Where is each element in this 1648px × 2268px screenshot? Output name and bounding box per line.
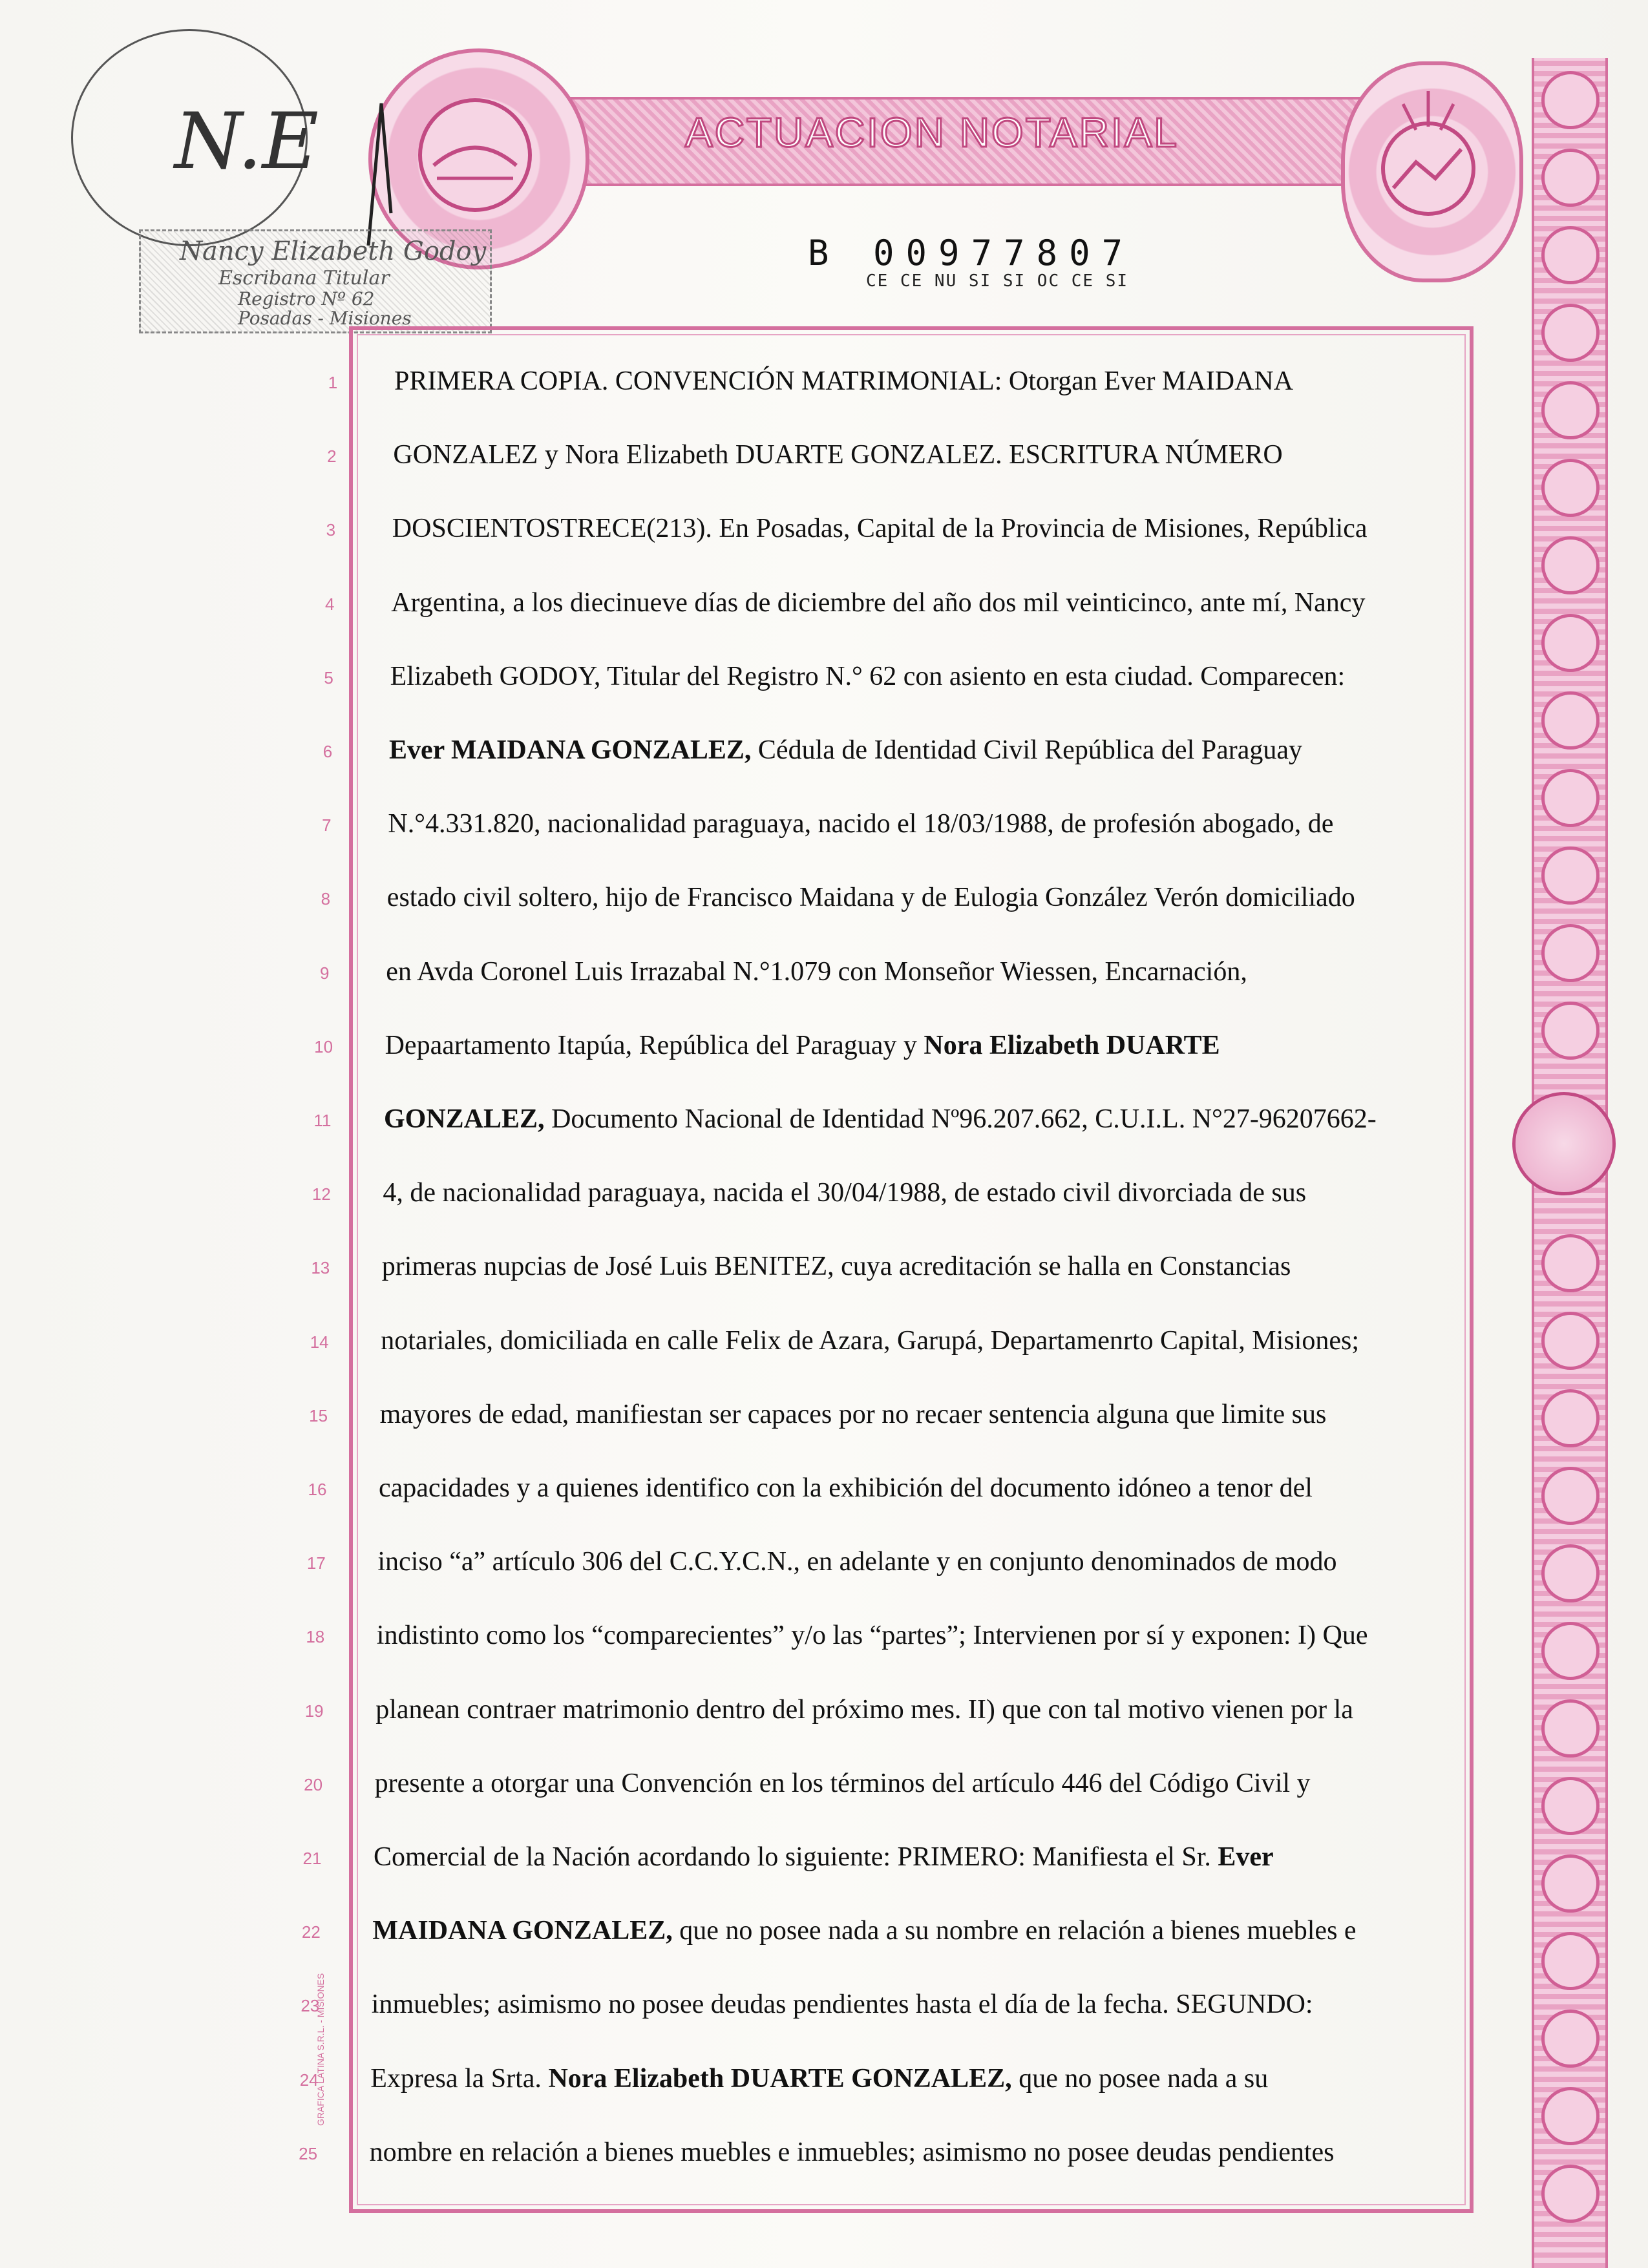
text-segment: DOSCIENTOSTRECE(213). En Posadas, Capital de la Provincia de Misiones, República [392, 514, 1368, 544]
signature-stroke [362, 97, 401, 252]
line-number: 7 [322, 815, 332, 835]
line-number: 15 [309, 1405, 328, 1425]
line-number: 14 [310, 1332, 329, 1352]
line-number: 16 [308, 1480, 327, 1499]
text-segment: inmuebles; asimismo no posee deudas pendientes hasta el día de la fecha. SEGUNDO: [371, 1990, 1313, 2020]
spiral-ornament-icon [1541, 304, 1600, 362]
stamp-city: Posadas - Misiones [238, 308, 412, 329]
spiral-ornament-icon [1541, 1622, 1600, 1680]
signature-initials: N.E [174, 97, 319, 187]
text-segment: 4, de nacionalidad paraguaya, nacida el 30/04/1988, de estado civil divorciada de sus [383, 1178, 1307, 1208]
stamp-name: Nancy Elizabeth Godoy [180, 236, 487, 266]
line-number: 4 [324, 594, 335, 614]
serial-letter: B [808, 233, 841, 273]
line-number: 17 [306, 1553, 326, 1573]
text-line [379, 1472, 1468, 1504]
line-number: 3 [326, 520, 336, 540]
line-number: 13 [311, 1258, 330, 1278]
spiral-ornament-icon [1541, 1002, 1600, 1060]
spiral-ornament-icon [1541, 1854, 1600, 1913]
text-segment: Documento Nacional de Identidad Nº96.207.662, C.U.I.L. N°27-96207662- [544, 1104, 1377, 1134]
serial-digits: 00977807 [873, 233, 1135, 273]
text-segment: en Avda Coronel Luis Irrazabal N.°1.079 con Monseñor Wiessen, Encarnación, [386, 956, 1247, 987]
text-segment: que no posee nada a su nombre en relación a bienes muebles e [672, 1916, 1357, 1946]
spiral-ornament-icon [1541, 1234, 1600, 1292]
text-line [388, 808, 1477, 840]
line-number: 23 [301, 1996, 320, 2016]
left-seal-emblem [372, 52, 578, 258]
text-line [381, 1325, 1471, 1357]
text-line [372, 1988, 1456, 2021]
text-line [370, 2136, 1453, 2168]
line-number: 20 [304, 1774, 323, 1794]
bold-text-segment: Nora Elizabeth DUARTE GONZALEZ, [548, 2063, 1012, 2094]
line-number: 8 [321, 889, 331, 909]
line-number: 1 [328, 373, 338, 392]
line-number: 18 [306, 1627, 325, 1647]
text-segment: primeras nupcias de José Luis BENITEZ, cuya acreditación se halla en Constancias [381, 1252, 1291, 1282]
text-line [377, 1546, 1466, 1578]
spiral-ornament-icon [1541, 2087, 1600, 2145]
spiral-ornament-icon [1541, 1389, 1600, 1447]
text-line [374, 1841, 1459, 1873]
text-line [375, 1694, 1463, 1726]
text-segment: planean contraer matrimonio dentro del próximo mes. II) que con tal motivo vienen por la [375, 1694, 1353, 1725]
bold-text-segment: Ever [1218, 1842, 1274, 1872]
text-segment: Argentina, a los diecinueve días de diciembre del año dos mil veinticinco, ante mí, Nancy [391, 587, 1366, 618]
spiral-ornament-icon [1541, 226, 1600, 284]
printer-imprint: GRAFICA LATINA S.R.L. - MISIONES [315, 1973, 326, 2126]
text-line [387, 881, 1477, 914]
spiral-ornament-icon [1541, 614, 1600, 672]
spiral-ornament-icon [1541, 459, 1600, 517]
text-line [372, 1915, 1457, 1947]
spiral-ornament-icon [1541, 71, 1600, 129]
spiral-ornament-icon [1541, 1544, 1600, 1602]
text-line [380, 1398, 1470, 1431]
text-line [394, 365, 1477, 397]
spiral-ornament-icon [1541, 691, 1600, 750]
text-segment: capacidades y a quienes identifico con la exhibición del documento idóneo a tenor del [379, 1473, 1313, 1503]
text-segment: Comercial de la Nación acordando lo siguiente: PRIMERO: Manifiesta el Sr. [374, 1842, 1218, 1872]
spiral-ornament-icon [1541, 769, 1600, 827]
text-line [383, 1177, 1474, 1209]
spiral-ornament-icon [1541, 1467, 1600, 1525]
line-number: 6 [322, 742, 333, 761]
line-number: 5 [324, 667, 333, 688]
text-line [390, 660, 1477, 693]
stamp-title: Escribana Titular [218, 267, 390, 289]
spiral-ornament-icon [1541, 536, 1600, 594]
strip-seal-icon [1512, 1092, 1616, 1195]
text-line [375, 1767, 1461, 1800]
text-segment: que no posee nada a su [1011, 2063, 1269, 2094]
right-seal [1341, 61, 1523, 282]
line-number: 22 [301, 1922, 321, 1942]
text-line [386, 956, 1477, 988]
text-segment: Elizabeth GODOY, Titular del Registro N.° 62 con asiento en esta ciudad. Comparecen: [390, 661, 1346, 691]
serial-number [808, 233, 1134, 273]
line-number: 10 [314, 1036, 333, 1056]
spiral-ornament-icon [1541, 2165, 1600, 2223]
text-line [393, 439, 1477, 471]
bold-text-segment: GONZALEZ, [384, 1104, 545, 1134]
line-number: 9 [319, 963, 330, 983]
line-number: 24 [299, 2070, 319, 2090]
text-segment: mayores de edad, manifiestan ser capaces por no recaer sentencia alguna que limite sus [379, 1399, 1327, 1429]
text-segment: PRIMERA COPIA. CONVENCIÓN MATRIMONIAL: Otorgan Ever MAIDANA [394, 366, 1294, 396]
text-segment: N.°4.331.820, nacionalidad paraguaya, nacido el 18/03/1988, de profesión abogado, de [388, 809, 1334, 839]
text-segment: estado civil soltero, hijo de Francisco Maidana y de Eulogia González Verón domiciliado [386, 883, 1355, 913]
text-line [384, 1103, 1476, 1135]
text-line [392, 512, 1477, 545]
bold-text-segment: Nora Elizabeth DUARTE [924, 1030, 1220, 1060]
line-number: 19 [304, 1701, 324, 1721]
text-line [370, 2063, 1454, 2095]
text-segment: Expresa la Srta. [370, 2063, 549, 2094]
line-number: 12 [312, 1184, 331, 1204]
spiral-ornament-icon [1541, 1777, 1600, 1835]
line-number: 25 [299, 2143, 318, 2163]
stamp-registry: Registro Nº 62 [238, 288, 375, 310]
text-line [382, 1250, 1473, 1283]
line-number: 2 [327, 446, 337, 467]
text-line [377, 1619, 1464, 1652]
bold-text-segment: MAIDANA GONZALEZ, [372, 1916, 673, 1946]
notary-stamp [139, 229, 492, 333]
text-segment: indistinto como los “comparecientes” y/o las “partes”; Intervienen por sí y exponen: I) Que [376, 1621, 1368, 1651]
text-segment: nombre en relación a bienes muebles e inmuebles; asimismo no posee deudas pendientes [369, 2137, 1335, 2167]
bold-text-segment: Ever MAIDANA GONZALEZ, [389, 735, 752, 765]
header-title: ACTUACION NOTARIAL [685, 109, 1179, 156]
text-line [385, 1029, 1477, 1062]
spiral-ornament-icon [1541, 1932, 1600, 1990]
text-segment: presente a otorgar una Convención en los términos del artículo 446 del Código Civil y [374, 1768, 1311, 1798]
text-segment: Cédula de Identidad Civil República del Paraguay [751, 735, 1303, 765]
spiral-ornament-icon [1541, 846, 1600, 905]
spiral-ornament-icon [1541, 381, 1600, 439]
text-line [389, 734, 1477, 766]
spiral-ornament-icon [1541, 2010, 1600, 2068]
text-segment: Depaartamento Itapúa, República del Paraguay y [385, 1030, 924, 1060]
line-number: 11 [313, 1111, 332, 1130]
spiral-ornament-icon [1541, 924, 1600, 982]
spiral-ornament-icon [1541, 149, 1600, 207]
text-segment: inciso “a” artículo 306 del C.C.Y.C.N., en adelante y en conjunto denominados de modo [377, 1547, 1337, 1577]
right-seal-emblem [1345, 65, 1512, 271]
text-segment: GONZALEZ y Nora Elizabeth DUARTE GONZALEZ. ESCRITURA NÚMERO [393, 440, 1283, 470]
spiral-ornament-icon [1541, 1699, 1600, 1758]
serial-code: CE CE NU SI SI OC CE SI [866, 271, 1129, 291]
line-number: 21 [302, 1849, 322, 1868]
text-line [391, 587, 1477, 619]
spiral-ornament-icon [1541, 1312, 1600, 1370]
text-segment: notariales, domiciliada en calle Felix de Azara, Garupá, Departamenrto Capital, Misiones; [381, 1325, 1359, 1356]
